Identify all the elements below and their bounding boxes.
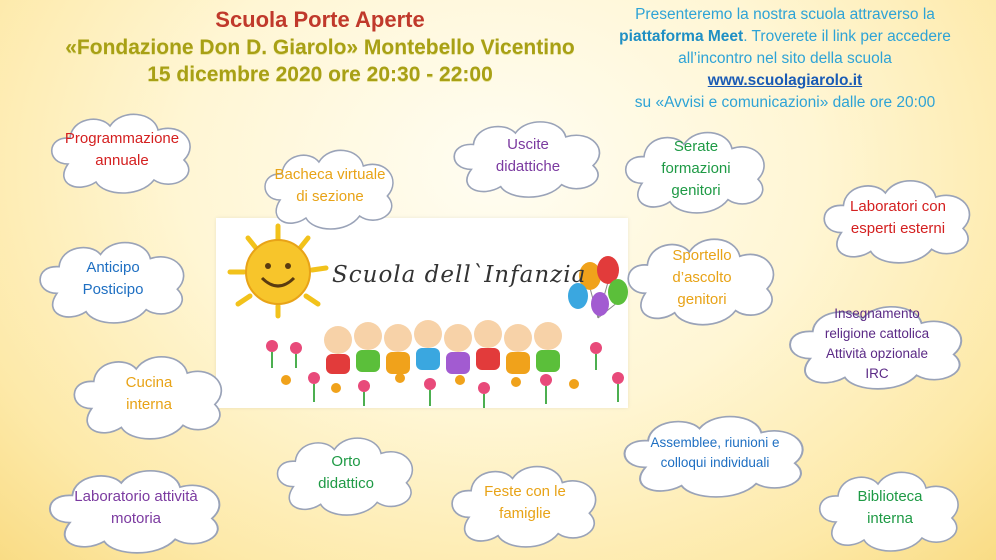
kindergarten-image	[216, 218, 628, 408]
kindergarten-illustration	[216, 218, 628, 408]
cloud-label: Sportello d’ascolto genitori	[672, 247, 732, 308]
cloud-bacheca	[256, 140, 404, 232]
event-date: 15 dicembre 2020 ore 20:30 - 22:00	[147, 63, 493, 86]
website-link[interactable]: www.scuolagiarolo.it	[707, 72, 863, 89]
cloud-anticipo	[30, 232, 196, 326]
info-line-2: . Troverete il link per accedere all’incontro nel sito della scuola	[678, 28, 951, 67]
cloud-feste	[442, 456, 608, 550]
platform-name: piattaforma Meet	[619, 28, 744, 45]
meeting-info	[610, 4, 960, 114]
cloud-label: Biblioteca interna	[857, 488, 923, 527]
image-caption: Scuola dell`Infanzia	[332, 262, 587, 288]
event-title: Scuola Porte Aperte	[215, 7, 425, 32]
cloud-serate	[616, 122, 776, 216]
cloud-label: Serate formazioni genitori	[661, 138, 731, 199]
cloud-label: Orto didattico	[318, 453, 374, 492]
cloud-cucina	[64, 346, 234, 442]
school-name: «Fondazione Don D. Giarolo» Montebello Vicentino	[65, 36, 575, 59]
info-line-1: Presenteremo la nostra scuola attraverso la	[635, 6, 935, 23]
sun-icon	[246, 240, 310, 304]
cloud-label: Laboratori con esperti esterni	[850, 198, 946, 237]
cloud-label: Bacheca virtuale di sezione	[274, 166, 386, 205]
cloud-label: Anticipo Posticipo	[82, 259, 144, 298]
cloud-label: Uscite didattiche	[495, 136, 561, 175]
cloud-sportello	[618, 228, 786, 328]
cloud-label: Laboratorio attività motoria	[74, 488, 198, 527]
cloud-label: Insegnamento religione cattolica Attività opzionale IRC	[824, 306, 930, 381]
cloud-biblioteca	[810, 462, 970, 554]
cloud-programmazione	[42, 104, 202, 196]
cloud-orto	[268, 428, 424, 518]
cloud-label: Programmazione annuale	[64, 130, 180, 169]
info-line-3: su «Avvisi e comunicazioni» dalle ore 20:00	[634, 94, 936, 111]
cloud-laboratorio-motoria	[38, 460, 234, 556]
flowers-icon	[266, 340, 624, 408]
cloud-label: Feste con le famiglie	[484, 483, 566, 522]
children-row-icon	[324, 320, 562, 374]
cloud-label: Assemblee, riunioni e colloqui individuali	[650, 435, 780, 470]
cloud-label: Cucina interna	[125, 374, 173, 413]
cloud-uscite	[444, 112, 612, 200]
cloud-assemblee	[612, 406, 818, 500]
cloud-religione	[778, 296, 976, 392]
title-block	[20, 6, 620, 88]
cloud-laboratori-esperti	[814, 170, 982, 266]
